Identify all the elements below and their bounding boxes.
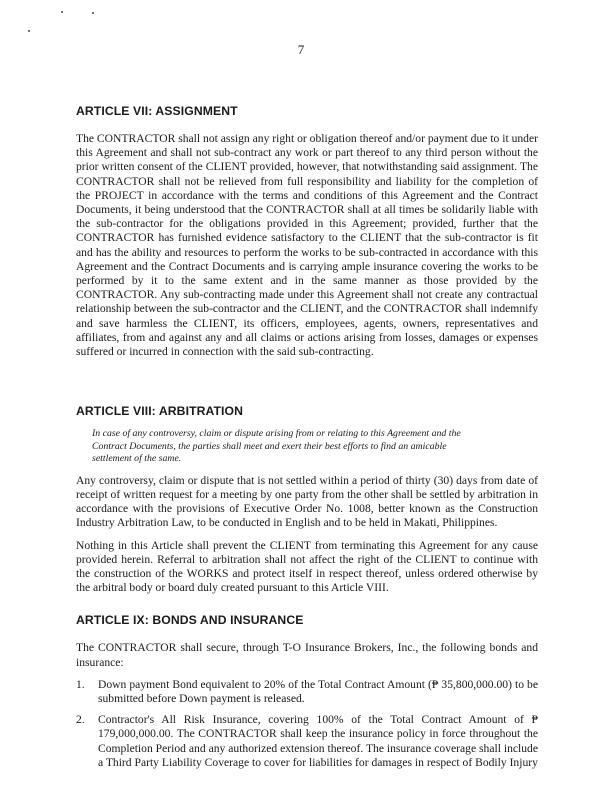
scan-speck: [61, 11, 63, 13]
list-text: Contractor's All Risk Insurance, covering 100% of the Total Contract Amount of ₱ 179,000,000.00. The CONTRACTOR shall keep the insurance policy in force throughout the Completion Period and any authorized extension thereof. The insurance coverage shall include a Third Party Liability Coverage to cover for liabilities for damages in respect of Bodily Injury: [98, 713, 538, 769]
italic-note: In case of any controversy, claim or dispute arising from or relating to this Agreement and the Contract Documents, the parties shall meet and exert their best efforts to find an amicable settlement of the same.: [92, 428, 461, 465]
article-heading: ARTICLE VIII: ARBITRATION: [76, 404, 244, 419]
article-viii: [76, 404, 538, 595]
article-heading: ARTICLE IX: BONDS AND INSURANCE: [76, 613, 304, 628]
article-ix: [76, 613, 538, 770]
article-paragraph: The CONTRACTOR shall not assign any right or obligation thereof and/or payment due to it under this Agreement and shall not sub-contract any work or part thereof to any third person without the prior written consent of the CLIENT provided, however, that notwithstanding said assignment. The CONTRACTOR shall not be relieved from full responsibility and liability for the completion of the PROJECT in accordance with the terms and conditions of this Agreement and the Contract Documents, it being understood that the CONTRACTOR shall at all times be solidarily liable with the sub-contractor for the obligations provided in this Agreement; provided, further that the CONTRACTOR has furnished evidence satisfactory to the CLIENT that the sub-contractor is fit and has the ability and resources to perform the works to be sub-contracted in accordance with this Agreement and the Contract Documents and is carrying ample insurance covering the works to be performed by it to the same extent and in the same manner as those provided by the CONTRACTOR. Any sub-contracting made under this Agreement shall not create any contractual relationship between the sub-contractor and the CLIENT, and the CONTRACTOR shall indemnify and save harmless the CLIENT, its officers, employees, agents, owners, representatives and affiliates, from and against any and all claims or actions arising from losses, damages or expenses suffered or incurred in connection with the said sub-contracting.: [76, 132, 538, 359]
scan-speck: [28, 30, 30, 32]
list-item: [76, 713, 538, 770]
list-number: 1.: [76, 677, 85, 691]
article-vii: [76, 104, 538, 359]
article-heading: ARTICLE VII: ASSIGNMENT: [76, 104, 238, 118]
section-spacer: [76, 603, 538, 613]
list-item: [76, 678, 538, 706]
bonds-list: [76, 678, 538, 770]
list-number: 2.: [76, 713, 85, 727]
scan-speck: [92, 12, 94, 14]
list-text: Down payment Bond equivalent to 20% of the Total Contract Amount (₱ 35,800,000.00) to be submitted before Down payment is released.: [98, 677, 538, 705]
article-paragraph: Nothing in this Article shall prevent the CLIENT from terminating this Agreement for any cause provided herein. Referral to arbitration shall not affect the right of the CLIENT to continue with the construction of the WORKS and protect itself in respect thereof, unless ordered otherwise by the arbitral body or board duly created pursuant to this Article VIII.: [76, 538, 538, 595]
document-body: [76, 104, 538, 777]
section-spacer: [76, 367, 538, 404]
article-paragraph: Any controversy, claim or dispute that is not settled within a period of thirty (30) days from date of receipt of written request for a meeting by one party from the other shall be settled by arbitration in accordance with the provisions of Executive Order No. 1008, better known as the Construction Industry Arbitration Law, to be conducted in English and to be held in Makati, Philippines.: [76, 473, 538, 530]
page-number: 7: [297, 42, 305, 57]
article-paragraph: The CONTRACTOR shall secure, through T-O Insurance Brokers, Inc., the following bonds and insurance:: [76, 641, 538, 669]
